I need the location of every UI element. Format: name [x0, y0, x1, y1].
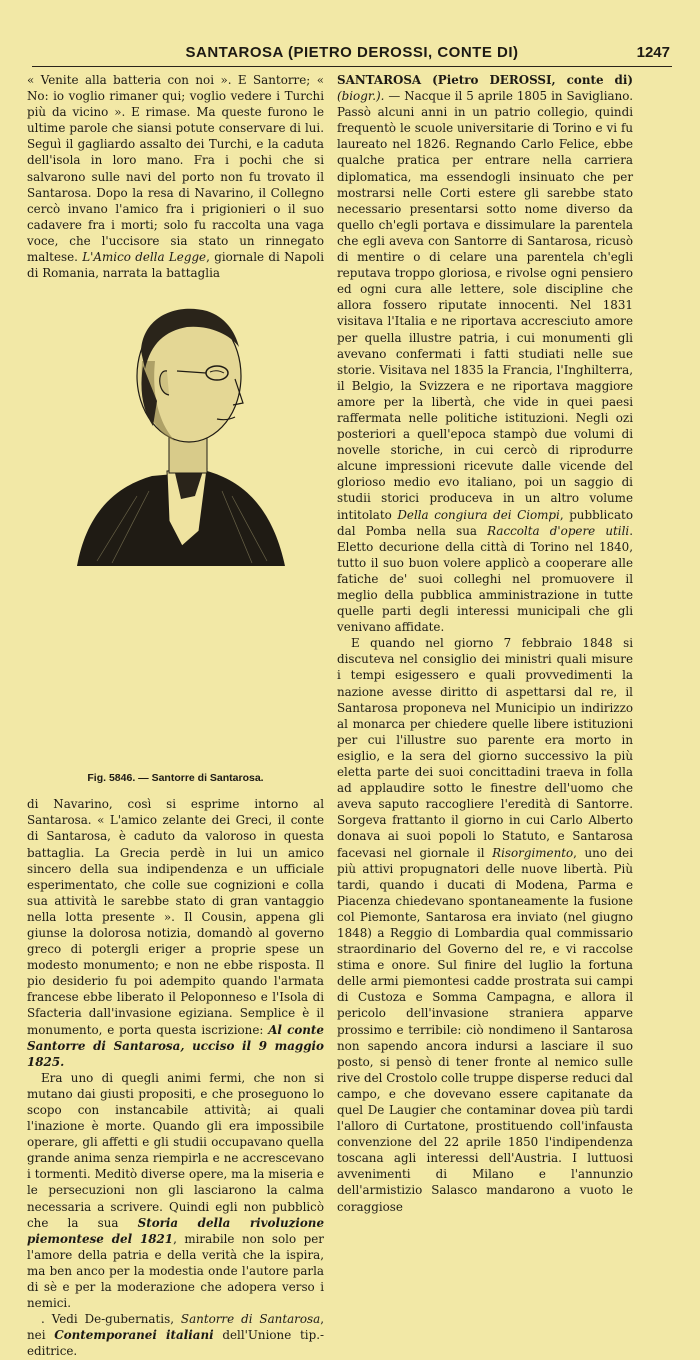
text-run: , mirabile non solo per l'amore della patria e della verità che la ispira, ma ben anco per la modestia onde l'autore parla di sè e per la moderazione che adopera verso i nemici.: [27, 1231, 324, 1311]
text-run: . Vedi De-gubernatis,: [41, 1312, 174, 1327]
text-run: « Venite alla batteria con noi ». E Santorre; « No: io voglio rimaner qui; voglio vedere i Turchi più da vicino ». E rimase. Ma queste furono le ultime parole che siansi potute conservare di lui. Seguì il gagliardo assalto dei Turchi, e la caduta dell'isola in loro mano. Fra i pochi che si salvarono sulle navi del porto non fu trovato il Santarosa. Dopo la resa di Navarino, il Collegno cercò invano l'amico fra i prigionieri o il suo cadavere fra i morti; solo fu raccolta una vaga voce, che l'uccisore sia stato un rinnegato maltese.: [27, 73, 324, 265]
text-run: dell'Unione tip.-editrice.: [27, 1328, 324, 1359]
text-run: , pubblicato dal Pomba nella sua: [337, 507, 633, 538]
text-run: E quando nel giorno 7 febbraio 1848 si discuteva nel consiglio dei ministri quali misure i tempi esigessero e quali provvedimenti la nazione avesse diritto di aspettarsi dal re, il Santarosa proponeva nel Municipio un indirizzo al monarca per chiedere quelle libere istituzioni per cui l'illustre suo parente era morto in esiglio, e la sera del giorno successivo la più eletta parte dei suoi concittadini traeva in folla ad applaudire sotto le finestre dell'uomo che aveva saputo raccogliere l'eredità di Santorre. Sorgeva frattanto il giorno in cui Carlo Alberto donava ai suoi popoli lo Statuto, e Santarosa facevasi nel giornale il: [337, 636, 633, 860]
work-title: Storia della rivoluzione piemontese del 1821: [27, 1215, 325, 1246]
page-header: [32, 40, 672, 67]
entry-heading: SANTAROSA (Pietro DEROSSI, conte di): [337, 73, 633, 87]
inscription: Al conte Santorre di Santarosa, ucciso il 9 maggio 1825.: [27, 1022, 324, 1069]
entry-tag: (biogr.). —: [337, 89, 401, 104]
work-title: Contemporanei italiani: [54, 1328, 214, 1343]
left-paragraph-3: [27, 1070, 324, 1311]
text-run: , giornale di Napoli di Romania, narrata la battaglia: [27, 250, 325, 281]
work-title: Risorgimento: [492, 845, 574, 860]
left-paragraph-1: [27, 72, 324, 281]
left-paragraph-4: [27, 1311, 324, 1359]
right-column: [337, 72, 633, 1215]
work-title: Santorre di Santarosa: [180, 1312, 321, 1327]
portrait-figure: [27, 281, 324, 796]
running-title: SANTAROSA (PIETRO DEROSSI, CONTE DI): [185, 44, 519, 61]
right-paragraph-2: [337, 635, 633, 1214]
work-title: Della congiura dei Ciompi: [397, 507, 560, 522]
left-paragraph-2: [27, 796, 324, 1070]
figure-caption: Fig. 5846. — Santorre di Santarosa.: [87, 772, 264, 785]
text-run: di Navarino, così si esprime intorno al Santarosa. « L'amico zelante dei Greci, il conte di Santarosa, è caduto da valoroso in questa battaglia. La Grecia perdè in lui un amico sincero della sua indipendenza e un ufficiale esperimentato, che colle sue cognizioni e colla sua attività le sarebbe stato di gran vantaggio nella lotta presente ». Il Cousin, appena gli giunse la dolorosa notizia, domandò al governo greco di potergli eriger a proprie spese un modesto monumento; e non ne ebbe risposta. Il pio desiderio fu poi adempito quando l'armata francese ebbe liberato il Peloponneso e l'Isola di Sfacteria dall'invasione egiziana. Semplice è il monumento, e porta questa iscrizione:: [27, 797, 324, 1037]
text-run: Era uno di quegli animi fermi, che non si mutano dai giusti propositi, e che proseguono lo scopo con instancabile attività; ai quali l'inazione è morte. Quando gli era impossibile operare, gli affetti e gli studii occupavano quella grande anima senza riempirla e ne accrescevano i tormenti. Meditò diverse opere, ma la miseria e le persecuzioni non gli lasciarono la calma necessaria a scrivere. Quindi egli non pubblicò che la sua: [27, 1070, 324, 1230]
right-paragraph-1: [337, 72, 633, 635]
text-run: , uno dei più attivi propugnatori delle nuove libertà. Più tardi, quando i ducati di Modena, Parma e Piacenza chiedevano spontaneamente la fusione col Piemonte, Santarosa era inviato (nel giugno 1848) a Reggio di Lombardia qual commissario straordinario del Governo del re, e vi raccolse stima e onore. Sul finire del luglio la fortuna delle armi piemontesi cadde prostrata sui campi di Custoza e Somma Campagna, e allora il pericolo dell'invasione straniera apparve prossimo e terribile: ciò nondimeno il Santarosa non sapendo ancora indursi a lasciare il suo posto, si pensò di tener fronte al nemico sulle rive del Crostolo colle truppe disperse reduci dal campo, e che dovevano essere capitanate da quel De Laugier che contaminar dovea più tardi l'alloro di Curtatone, prostituendo coll'infausta convenzione del 22 aprile 1850 l'indipendenza toscana agli interessi dell'Austria. I luttuosi avvenimenti di Milano e l'annunzio dell'armistizio Salasco mandarono a vuoto le coraggiose: [337, 845, 634, 1214]
text-run: . Eletto decurione della città di Torino nel 1840, tutto il suo buon volere applicò a cooperare alle fatiche de' suoi colleghi nel promuovere il meglio della pubblica amministrazione in tutte quelle parti degli interessi municipali che gli venivano affidate.: [337, 523, 634, 635]
work-title: L'Amico della Legge: [82, 250, 207, 265]
page-number: 1247: [636, 44, 670, 61]
text-run: Nacque il 5 aprile 1805 in Savigliano. Passò alcuni anni in un patrio collegio, quindi frequentò le scuole universitarie di Torino e vi fu laureato nel 1826. Regnando Carlo Felice, ebbe qualche pratica per entrare nella carriera diplomatica, ma essendogli insinuato che per mostrarsi nelle Corti estere gli sarebbe stato necessario presentarsi sotto nome diverso da quello ch'egli portava e dissimulare la parentela che egli aveva con Santorre di Santarosa, ricusò di mentire o di celare una parentela ch'egli reputava troppo gloriosa, e rivolse ogni pensiero ed ogni cura alle lettere, sole discipline che allora fossero riputate innocenti. Nel 1831 visitava l'Italia e ne riportava accresciuto amore per quella illustre patria, i cui monumenti gli avevano confermati i fatti studiati nelle sue storie. Visitava nel 1835 la Francia, l'Inghilterra, il Belgio, la Svizzera e ne riportava maggiore amore per la libertà, che vide in quei paesi raffermata nelle politiche istituzioni. Negli ozi posteriori a quell'epoca stampò due volumi di novelle storiche, in cui cercò di riprodurre alcune impressioni ricevute dalle vicende del glorioso medio evo italiano, poi un saggio di studii storici produceva in un altro volume intitolato: [337, 89, 633, 522]
portrait-engraving-icon: [57, 281, 297, 571]
work-title: Raccolta d'opere utili: [487, 523, 630, 538]
left-column: [27, 72, 324, 1360]
text-run: , nei: [27, 1312, 325, 1343]
